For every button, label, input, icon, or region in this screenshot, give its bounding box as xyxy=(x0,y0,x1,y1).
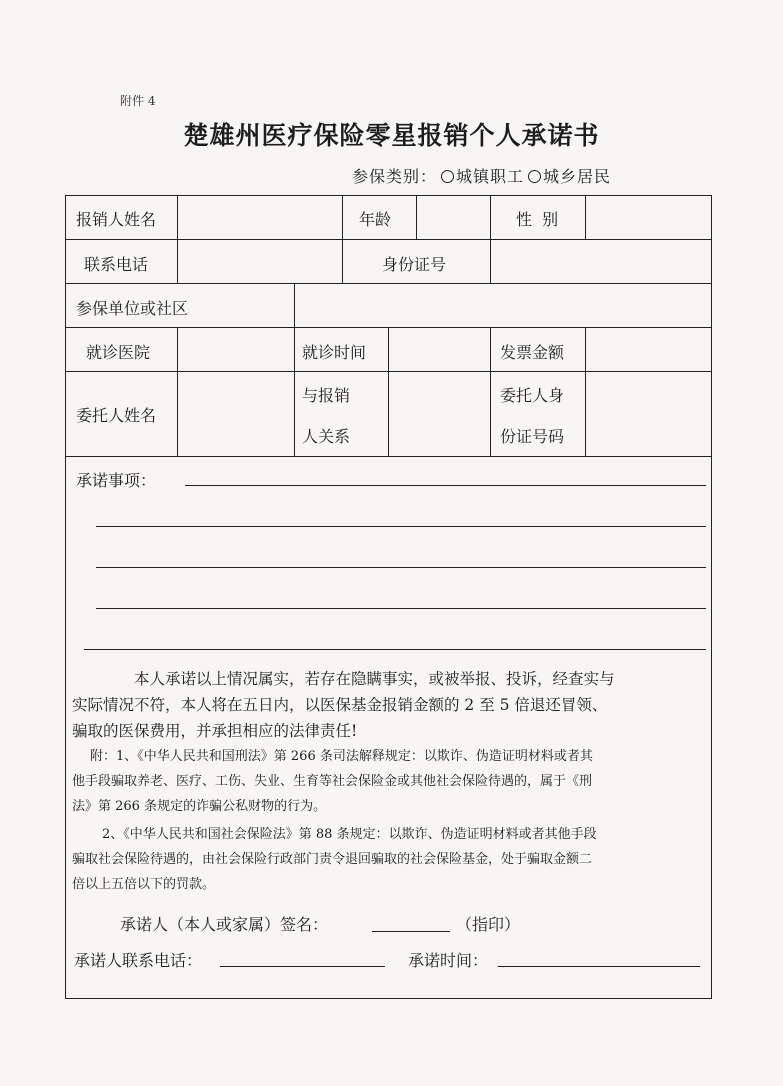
note-line: 2、《中华人民共和国社会保险法》第 88 条规定：以欺诈、伪造证明材料或者其他手段 xyxy=(102,827,597,842)
statement-line: 实际情况不符，本人将在五日内，以医保基金报销金额的 2 至 5 倍退还冒领、 xyxy=(72,696,608,714)
grid-line xyxy=(342,196,343,283)
delegate-id-label-line1: 委托人身 xyxy=(500,386,565,405)
legal-note-1 xyxy=(72,744,712,819)
note-line: 他手段骗取养老、医疗、工伤、失业、生育等社会保险金或其他社会保险待遇的，属于《刑 xyxy=(72,774,593,789)
attachment-label: 附件 4 xyxy=(120,94,156,108)
grid-line xyxy=(294,283,295,327)
option-urban-rural-resident: 城乡居民 xyxy=(543,167,612,186)
insurance-category-label: 参保类别： xyxy=(352,167,438,186)
statement-line: 骗取的医保费用，并承担相应的法律责任! xyxy=(72,722,358,740)
grid-line xyxy=(585,327,586,456)
page-title: 楚雄州医疗保险零星报销个人承诺书 xyxy=(183,121,600,150)
commitment-line[interactable] xyxy=(96,567,706,568)
gender-label: 性 别 xyxy=(516,210,559,229)
note-line: 倍以上五倍以下的罚款。 xyxy=(72,877,216,892)
grid-line xyxy=(490,196,491,283)
insurance-category xyxy=(352,164,611,187)
statement-line: 本人承诺以上情况属实，若存在隐瞒事实，或被举报、投诉，经查实与 xyxy=(134,670,615,688)
phone-label: 联系电话 xyxy=(84,255,149,274)
commitment-time-label: 承诺时间： xyxy=(408,951,489,970)
grid-line xyxy=(66,283,711,284)
id-number-label: 身份证号 xyxy=(382,255,447,274)
commitment-line[interactable] xyxy=(84,649,706,650)
grid-line xyxy=(388,327,389,456)
invoice-amount-label: 发票金额 xyxy=(500,343,565,362)
grid-line xyxy=(177,196,178,283)
relation-label-line1: 与报销 xyxy=(302,386,351,405)
note-line: 附：1、《中华人民共和国刑法》第 266 条司法解释规定：以欺诈、伪造证明材料或者其 xyxy=(90,749,593,764)
grid-line xyxy=(177,327,178,456)
option-urban-employee: 城镇职工 xyxy=(456,167,525,186)
commitment-statement xyxy=(72,666,712,744)
unit-label: 参保单位或社区 xyxy=(76,299,189,318)
grid-line xyxy=(66,456,711,457)
claimant-name-label: 报销人姓名 xyxy=(76,210,157,229)
signer-phone-field[interactable] xyxy=(220,966,385,967)
visit-time-label: 就诊时间 xyxy=(302,343,367,362)
legal-note-2 xyxy=(72,822,712,897)
signer-label: 承诺人（本人或家属）签名： xyxy=(120,915,329,934)
delegate-name-label: 委托人姓名 xyxy=(76,406,157,425)
relation-label-line2: 人关系 xyxy=(302,427,351,446)
commitment-items-label: 承诺事项： xyxy=(76,471,157,490)
commitment-line[interactable] xyxy=(185,485,706,486)
note-line: 法》第 266 条规定的诈骗公私财物的行为。 xyxy=(72,799,327,814)
signer-phone-label: 承诺人联系电话： xyxy=(74,951,203,970)
commitment-line[interactable] xyxy=(96,608,706,609)
grid-line xyxy=(416,196,417,239)
grid-line xyxy=(490,327,491,456)
commitment-line[interactable] xyxy=(96,526,706,527)
commitment-time-field[interactable] xyxy=(498,966,700,967)
signature-field[interactable] xyxy=(372,931,450,932)
grid-line xyxy=(585,196,586,239)
grid-line xyxy=(294,327,295,456)
radio-urban-employee[interactable] xyxy=(441,170,454,183)
note-line: 骗取社会保险待遇的，由社会保险行政部门责令退回骗取的社会保险基金，处于骗取金额二 xyxy=(72,852,593,867)
hospital-label: 就诊医院 xyxy=(86,343,151,362)
age-label: 年龄 xyxy=(359,210,392,229)
grid-line xyxy=(66,239,711,240)
delegate-id-label-line2: 份证号码 xyxy=(500,427,565,446)
radio-urban-rural-resident[interactable] xyxy=(528,170,541,183)
fingerprint-label: （指印） xyxy=(456,915,521,934)
